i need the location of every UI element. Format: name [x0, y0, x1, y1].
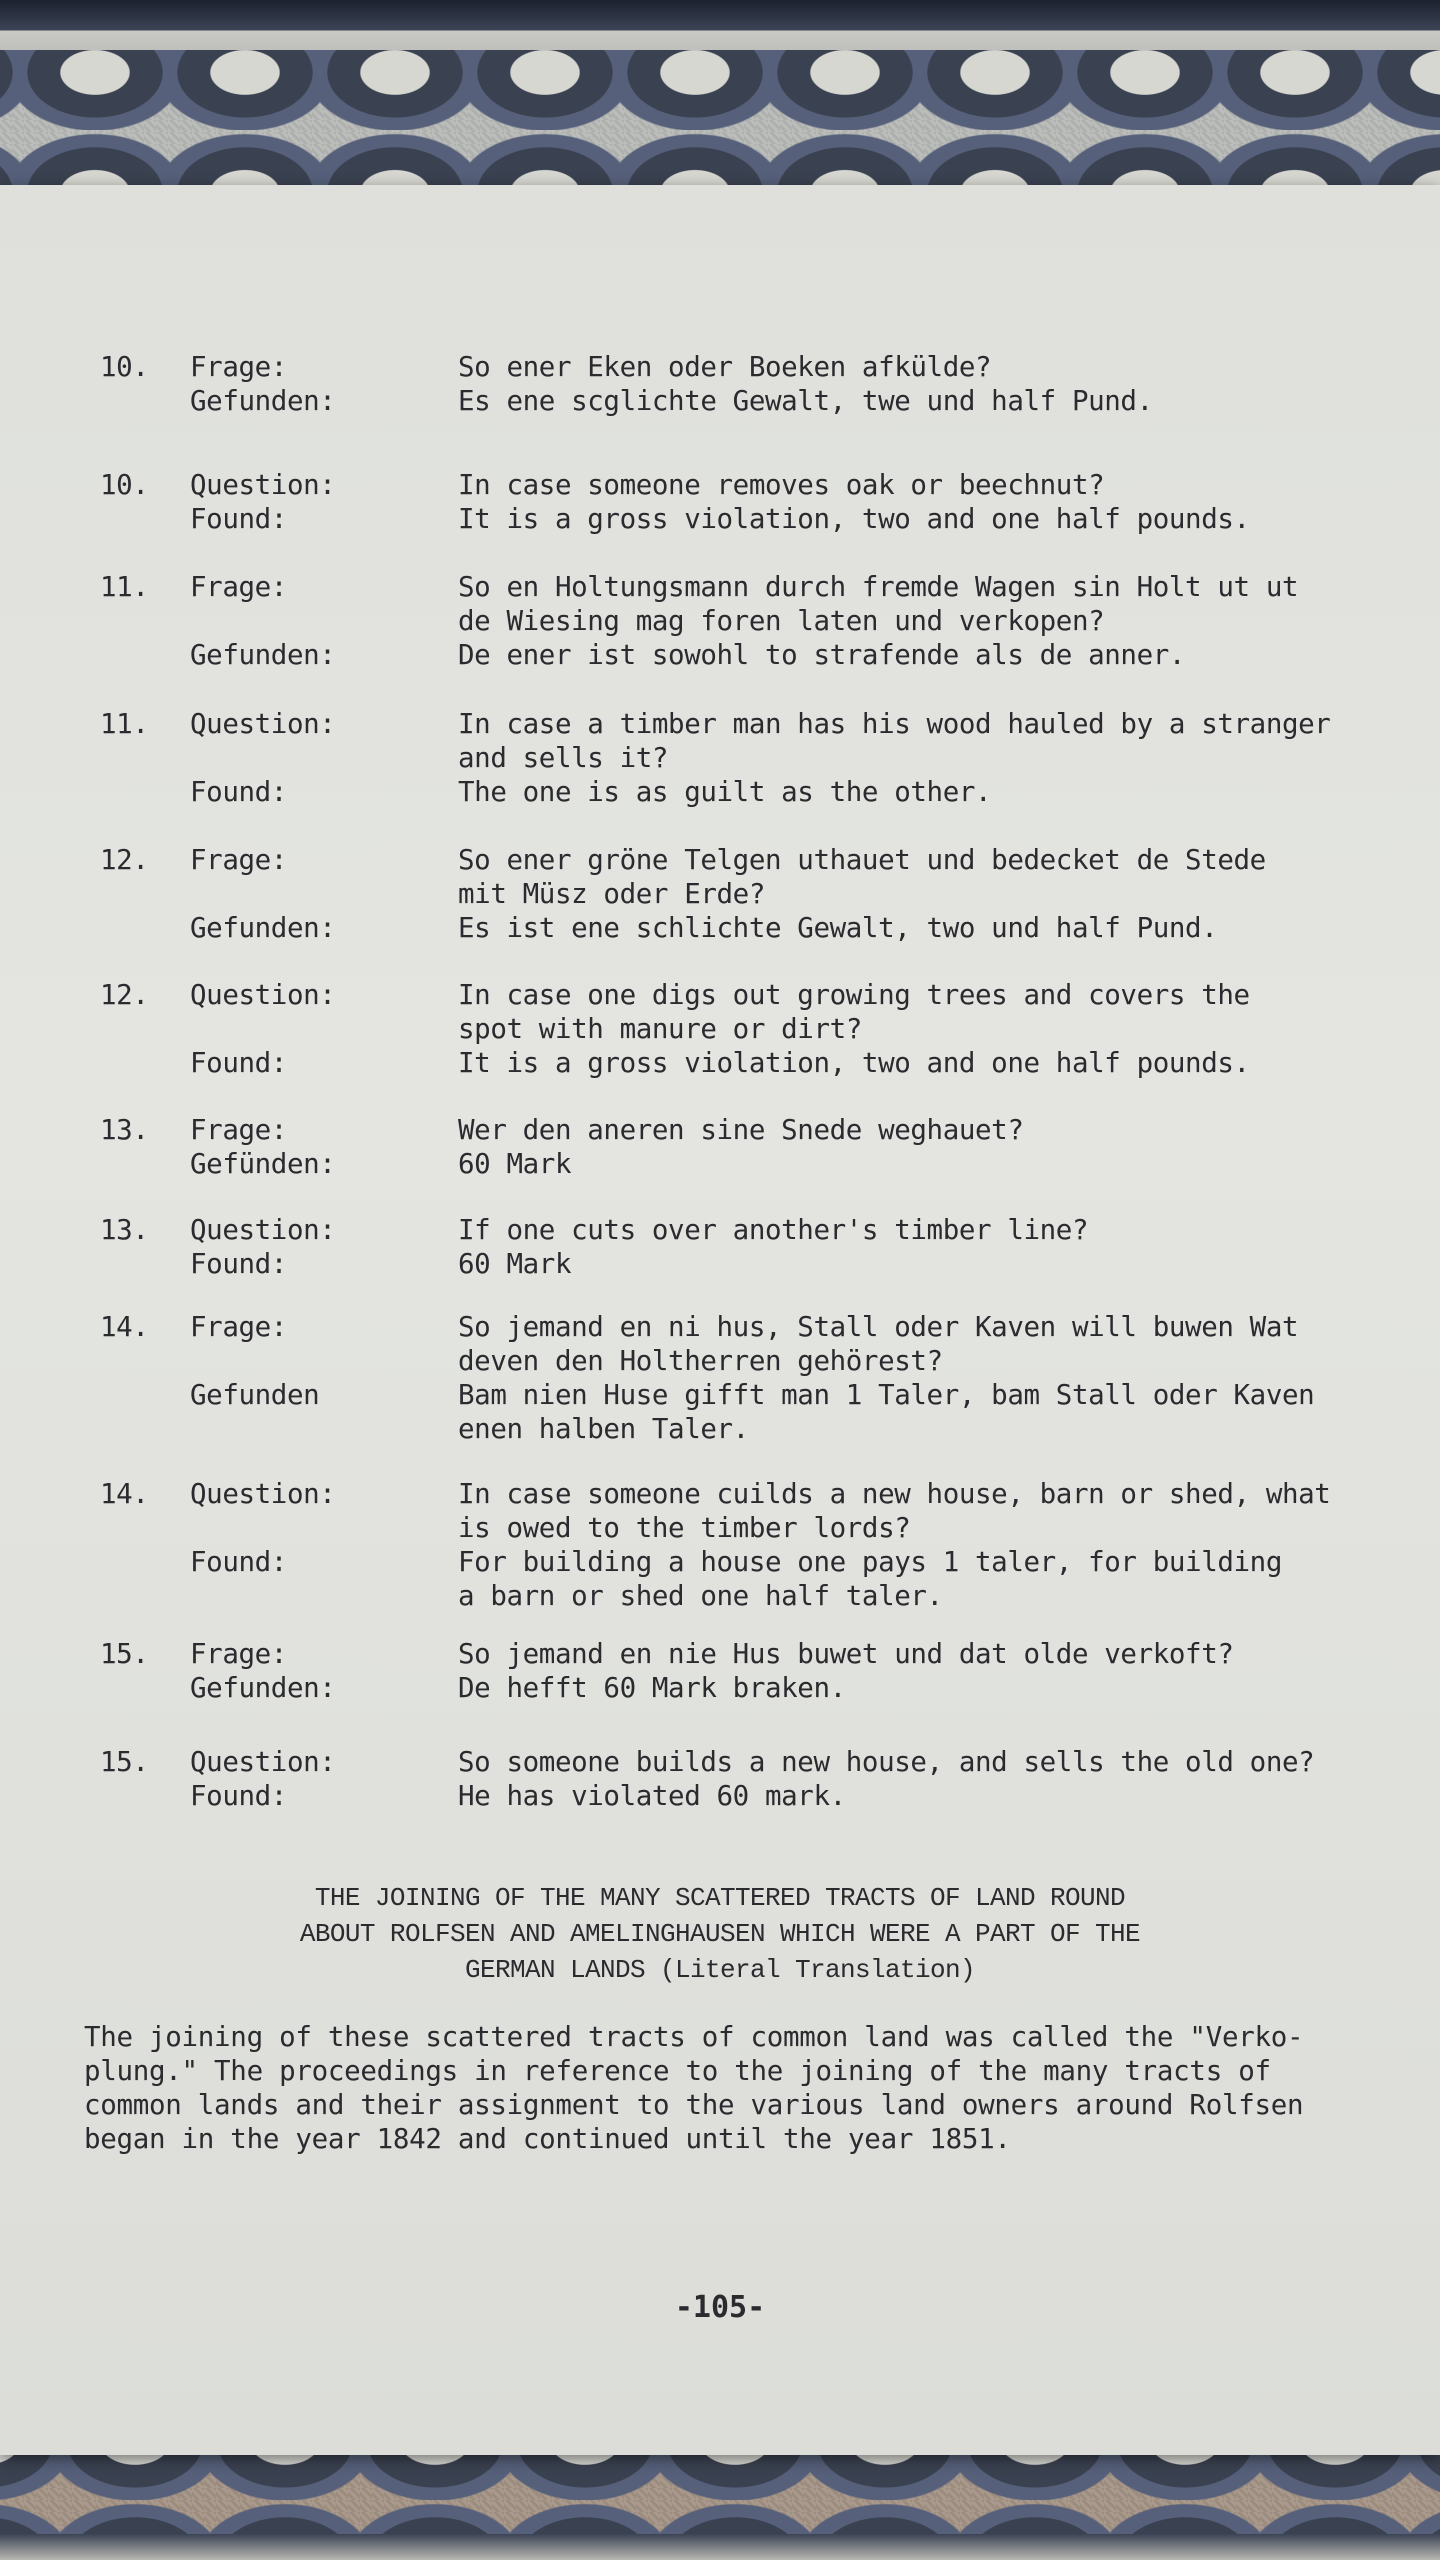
fabric-background-bottom [0, 2440, 1440, 2560]
heading-line: THE JOINING OF THE MANY SCATTERED TRACTS OF LAND ROUND [314, 1883, 1126, 1913]
entry-label: Question: [190, 979, 336, 1011]
heading-line: GERMAN LANDS (Literal Translation) [464, 1955, 976, 1985]
entry-label: Frage: [190, 1311, 287, 1343]
entry-text: Wer den aneren sine Snede weghauet? [458, 1114, 1024, 1146]
entry-label: Gefünden: [190, 1148, 336, 1180]
entry-label: Question: [190, 1746, 336, 1778]
entry-number: 11. [100, 708, 149, 740]
entry-number: 13. [100, 1114, 149, 1146]
entry-text: Bam nien Huse gifft man 1 Taler, bam Stall oder Kaven [458, 1379, 1315, 1411]
entry-label: Gefunden [190, 1379, 320, 1411]
entry-text: and sells it? [458, 742, 669, 774]
entry-text: The one is as guilt as the other. [458, 776, 992, 808]
entry-text: It is a gross violation, two and one half pounds. [458, 1047, 1250, 1079]
entry-label: Gefunden: [190, 385, 336, 417]
entry-number: 14. [100, 1311, 149, 1343]
entry-text: So ener Eken oder Boeken afkülde? [458, 351, 992, 383]
entry-label: Question: [190, 1214, 336, 1246]
heading-line: ABOUT ROLFSEN AND AMELINGHAUSEN WHICH WERE A PART OF THE [299, 1919, 1141, 1949]
entry-label: Frage: [190, 1638, 287, 1670]
entry-text: spot with manure or dirt? [458, 1013, 862, 1045]
entry-label: Frage: [190, 351, 287, 383]
entry-label: Question: [190, 708, 336, 740]
entry-label: Gefunden: [190, 1672, 336, 1704]
entry-number: 11. [100, 571, 149, 603]
paragraph-line: common lands and their assignment to the various land owners around Rolfsen [84, 2089, 1304, 2121]
entry-label: Gefunden: [190, 639, 336, 671]
entry-text: mit Müsz oder Erde? [458, 878, 765, 910]
entry-text: So en Holtungsmann durch fremde Wagen sin Holt ut ut [458, 571, 1299, 603]
entry-label: Question: [190, 1478, 336, 1510]
entry-text: It is a gross violation, two and one half pounds. [458, 503, 1250, 535]
entry-label: Gefunden: [190, 912, 336, 944]
entry-text: De ener ist sowohl to strafende als de anner. [458, 639, 1186, 671]
entry-label: Found: [190, 1780, 287, 1812]
entry-number: 10. [100, 469, 149, 501]
entry-text: 60 Mark [458, 1248, 572, 1280]
entry-label: Found: [190, 503, 287, 535]
entry-label: Frage: [190, 1114, 287, 1146]
entry-text: In case someone cuilds a new house, barn or shed, what [458, 1478, 1331, 1510]
paragraph-line: plung." The proceedings in reference to the joining of the many tracts of [84, 2055, 1271, 2087]
entry-text: So jemand en nie Hus buwet und dat olde verkoft? [458, 1638, 1234, 1670]
entry-label: Found: [190, 1047, 287, 1079]
entry-label: Found: [190, 776, 287, 808]
entry-text: He has violated 60 mark. [458, 1780, 846, 1812]
entry-text: For building a house one pays 1 taler, for building [458, 1546, 1282, 1578]
entry-label: Frage: [190, 571, 287, 603]
entry-text: deven den Holtherren gehörest? [458, 1345, 943, 1377]
fabric-background-top [0, 0, 1440, 200]
entry-text: enen halben Taler. [458, 1413, 749, 1445]
entry-text: a barn or shed one half taler. [458, 1580, 943, 1612]
paragraph-line: The joining of these scattered tracts of common land was called the "Verko- [84, 2021, 1304, 2053]
entry-text: So someone builds a new house, and sells the old one? [458, 1746, 1315, 1778]
entry-text: So jemand en ni hus, Stall oder Kaven will buwen Wat [458, 1311, 1299, 1343]
body-paragraph [84, 2020, 1374, 2156]
entry-number: 12. [100, 979, 149, 1011]
entry-text: de Wiesing mag foren laten und verkopen? [458, 605, 1105, 637]
paragraph-line: began in the year 1842 and continued until the year 1851. [84, 2123, 1011, 2155]
entry-label: Found: [190, 1248, 287, 1280]
entry-number: 10. [100, 351, 149, 383]
page-number: -105- [674, 2290, 766, 2325]
entry-label: Found: [190, 1546, 287, 1578]
entry-text: Es ist ene schlichte Gewalt, two und half Pund. [458, 912, 1218, 944]
section-heading [0, 1880, 1440, 1988]
entry-text: In case someone removes oak or beechnut? [458, 469, 1105, 501]
typewritten-page [0, 185, 1440, 2455]
entry-number: 15. [100, 1638, 149, 1670]
entry-text: If one cuts over another's timber line? [458, 1214, 1089, 1246]
entry-label: Question: [190, 469, 336, 501]
entry-text: De hefft 60 Mark braken. [458, 1672, 846, 1704]
entry-text: So ener gröne Telgen uthauet und bedecket de Stede [458, 844, 1266, 876]
entry-text: Es ene scglichte Gewalt, twe und half Pund. [458, 385, 1153, 417]
entry-number: 15. [100, 1746, 149, 1778]
entry-number: 12. [100, 844, 149, 876]
entry-number: 14. [100, 1478, 149, 1510]
entry-text: In case one digs out growing trees and covers the [458, 979, 1250, 1011]
entry-text: 60 Mark [458, 1148, 572, 1180]
entry-text: is owed to the timber lords? [458, 1512, 911, 1544]
entry-text: In case a timber man has his wood hauled by a stranger [458, 708, 1331, 740]
entry-number: 13. [100, 1214, 149, 1246]
entry-label: Frage: [190, 844, 287, 876]
